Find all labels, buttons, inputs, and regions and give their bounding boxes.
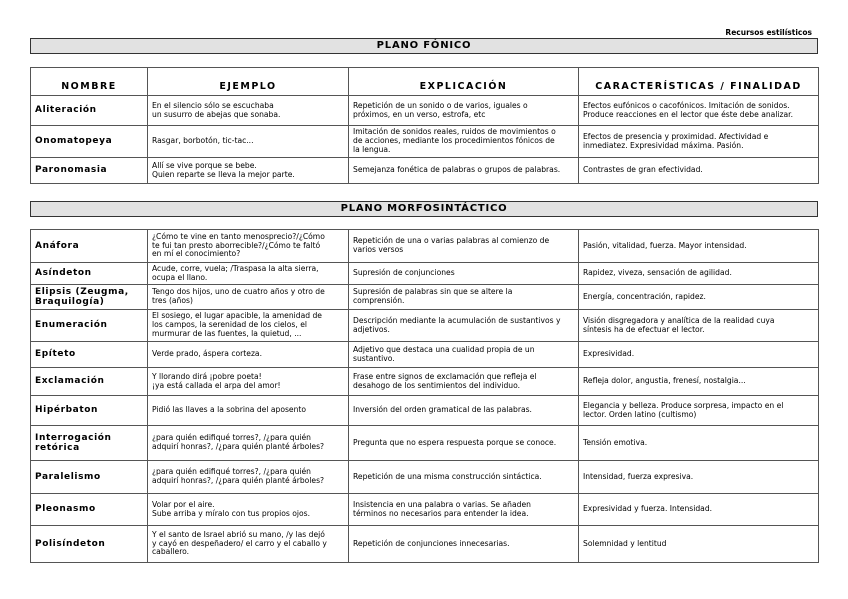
characteristics-cell: Solemnidad y lentitud bbox=[579, 526, 819, 563]
explanation-cell: Supresión de conjunciones bbox=[349, 263, 579, 285]
row-polisindeton bbox=[31, 526, 819, 563]
row-elipsis bbox=[31, 285, 819, 310]
row-aliteracion bbox=[31, 96, 819, 126]
row-label: Aliteración bbox=[31, 96, 148, 126]
row-label: Enumeración bbox=[31, 310, 148, 342]
example-cell: Tengo dos hijos, uno de cuatro años y otro de tres (años) bbox=[148, 285, 349, 310]
characteristics-cell: Expresividad y fuerza. Intensidad. bbox=[579, 494, 819, 526]
table-plano-fonico bbox=[30, 67, 819, 184]
row-label: Onomatopeya bbox=[31, 126, 148, 158]
row-label: Exclamación bbox=[31, 368, 148, 396]
row-asindeton bbox=[31, 263, 819, 285]
example-cell: Verde prado, áspera corteza. bbox=[148, 342, 349, 368]
column-header-explicacion: EXPLICACIÓN bbox=[349, 68, 579, 96]
row-label: Polisíndeton bbox=[31, 526, 148, 563]
column-header-caracteristicas: CARACTERÍSTICAS / FINALIDAD bbox=[579, 68, 819, 96]
row-onomatopeya bbox=[31, 126, 819, 158]
row-label: Hipérbaton bbox=[31, 396, 148, 426]
characteristics-cell: Efectos eufónicos o cacofónicos. Imitación de sonidos. Produce reacciones en el lector que éste debe analizar. bbox=[579, 96, 819, 126]
explanation-cell: Supresión de palabras sin que se altere la comprensión. bbox=[349, 285, 579, 310]
characteristics-cell: Pasión, vitalidad, fuerza. Mayor intensidad. bbox=[579, 230, 819, 263]
row-label: Anáfora bbox=[31, 230, 148, 263]
explanation-cell: Pregunta que no espera respuesta porque se conoce. bbox=[349, 426, 579, 461]
row-label: Epíteto bbox=[31, 342, 148, 368]
row-label: Asíndeton bbox=[31, 263, 148, 285]
characteristics-cell: Intensidad, fuerza expresiva. bbox=[579, 461, 819, 494]
characteristics-cell: Energía, concentración, rapidez. bbox=[579, 285, 819, 310]
document-title: Recursos estilísticos bbox=[725, 28, 812, 37]
example-cell: Pidió las llaves a la sobrina del aposento bbox=[148, 396, 349, 426]
explanation-cell: Inversión del orden gramatical de las palabras. bbox=[349, 396, 579, 426]
column-header-ejemplo: EJEMPLO bbox=[148, 68, 349, 96]
row-hiperbaton bbox=[31, 396, 819, 426]
row-enumeracion bbox=[31, 310, 819, 342]
example-cell: Allí se vive porque se bebe. Quien reparte se lleva la mejor parte. bbox=[148, 158, 349, 184]
row-pleonasmo bbox=[31, 494, 819, 526]
explanation-cell: Repetición de conjunciones innecesarias. bbox=[349, 526, 579, 563]
example-cell: En el silencio sólo se escuchaba un susurro de abejas que sonaba. bbox=[148, 96, 349, 126]
explanation-cell: Descripción mediante la acumulación de sustantivos y adjetivos. bbox=[349, 310, 579, 342]
section-title-plano-morfosintactico: PLANO MORFOSINTÁCTICO bbox=[30, 201, 818, 217]
explanation-cell: Insistencia en una palabra o varias. Se añaden términos no necesarios para entender la idea. bbox=[349, 494, 579, 526]
characteristics-cell: Tensión emotiva. bbox=[579, 426, 819, 461]
characteristics-cell: Refleja dolor, angustia, frenesí, nostalgia... bbox=[579, 368, 819, 396]
characteristics-cell: Rapidez, viveza, sensación de agilidad. bbox=[579, 263, 819, 285]
table-plano-morfosintactico bbox=[30, 229, 819, 563]
row-label: Paronomasia bbox=[31, 158, 148, 184]
explanation-cell: Repetición de una o varias palabras al comienzo de varios versos bbox=[349, 230, 579, 263]
section-title-plano-fonico: PLANO FÓNICO bbox=[30, 38, 818, 54]
explanation-cell: Frase entre signos de exclamación que refleja el desahogo de los sentimientos del individuo. bbox=[349, 368, 579, 396]
row-epiteto bbox=[31, 342, 819, 368]
row-anafora bbox=[31, 230, 819, 263]
characteristics-cell: Elegancia y belleza. Produce sorpresa, impacto en el lector. Orden latino (cultismo) bbox=[579, 396, 819, 426]
characteristics-cell: Efectos de presencia y proximidad. Afectividad e inmediatez. Expresividad máxima. Pasión. bbox=[579, 126, 819, 158]
example-cell: Y llorando dirá ¡pobre poeta! ¡ya está callada el arpa del amor! bbox=[148, 368, 349, 396]
example-cell: ¿para quién edifiqué torres?, /¿para quién adquirí honras?, /¿para quién planté árboles? bbox=[148, 426, 349, 461]
row-interrogacion-retorica bbox=[31, 426, 819, 461]
row-paralelismo bbox=[31, 461, 819, 494]
row-label: Paralelismo bbox=[31, 461, 148, 494]
explanation-cell: Adjetivo que destaca una cualidad propia de un sustantivo. bbox=[349, 342, 579, 368]
column-header-nombre: NOMBRE bbox=[31, 68, 148, 96]
example-cell: Rasgar, borbotón, tic-tac... bbox=[148, 126, 349, 158]
example-cell: El sosiego, el lugar apacible, la amenidad de los campos, la serenidad de los cielos, el murmurar de las fuentes, la quietud, ... bbox=[148, 310, 349, 342]
characteristics-cell: Visión disgregadora y analítica de la realidad cuya síntesis ha de efectuar el lector. bbox=[579, 310, 819, 342]
row-label: Pleonasmo bbox=[31, 494, 148, 526]
example-cell: Acude, corre, vuela; /Traspasa la alta sierra, ocupa el llano. bbox=[148, 263, 349, 285]
example-cell: Y el santo de Israel abrió su mano, /y las dejó y cayó en despeñadero/ el carro y el caballo y caballero. bbox=[148, 526, 349, 563]
characteristics-cell: Contrastes de gran efectividad. bbox=[579, 158, 819, 184]
characteristics-cell: Expresividad. bbox=[579, 342, 819, 368]
table-header-row bbox=[31, 68, 819, 96]
explanation-cell: Repetición de una misma construcción sintáctica. bbox=[349, 461, 579, 494]
example-cell: Volar por el aire. Sube arriba y míralo con tus propios ojos. bbox=[148, 494, 349, 526]
example-cell: ¿para quién edifiqué torres?, /¿para quién adquirí honras?, /¿para quién planté árboles? bbox=[148, 461, 349, 494]
explanation-cell: Semejanza fonética de palabras o grupos de palabras. bbox=[349, 158, 579, 184]
row-exclamacion bbox=[31, 368, 819, 396]
explanation-cell: Imitación de sonidos reales, ruidos de movimientos o de acciones, mediante los procedimientos fónicos de la lengua. bbox=[349, 126, 579, 158]
example-cell: ¿Cómo te vine en tanto menosprecio?/¿Cómo te fui tan presto aborrecible?/¿Cómo te faltó en mí el conocimiento? bbox=[148, 230, 349, 263]
row-label: Interrogación retórica bbox=[31, 426, 148, 461]
explanation-cell: Repetición de un sonido o de varios, iguales o próximos, en un verso, estrofa, etc bbox=[349, 96, 579, 126]
row-label: Elipsis (Zeugma, Braquilogía) bbox=[31, 285, 148, 310]
row-paronomasia bbox=[31, 158, 819, 184]
